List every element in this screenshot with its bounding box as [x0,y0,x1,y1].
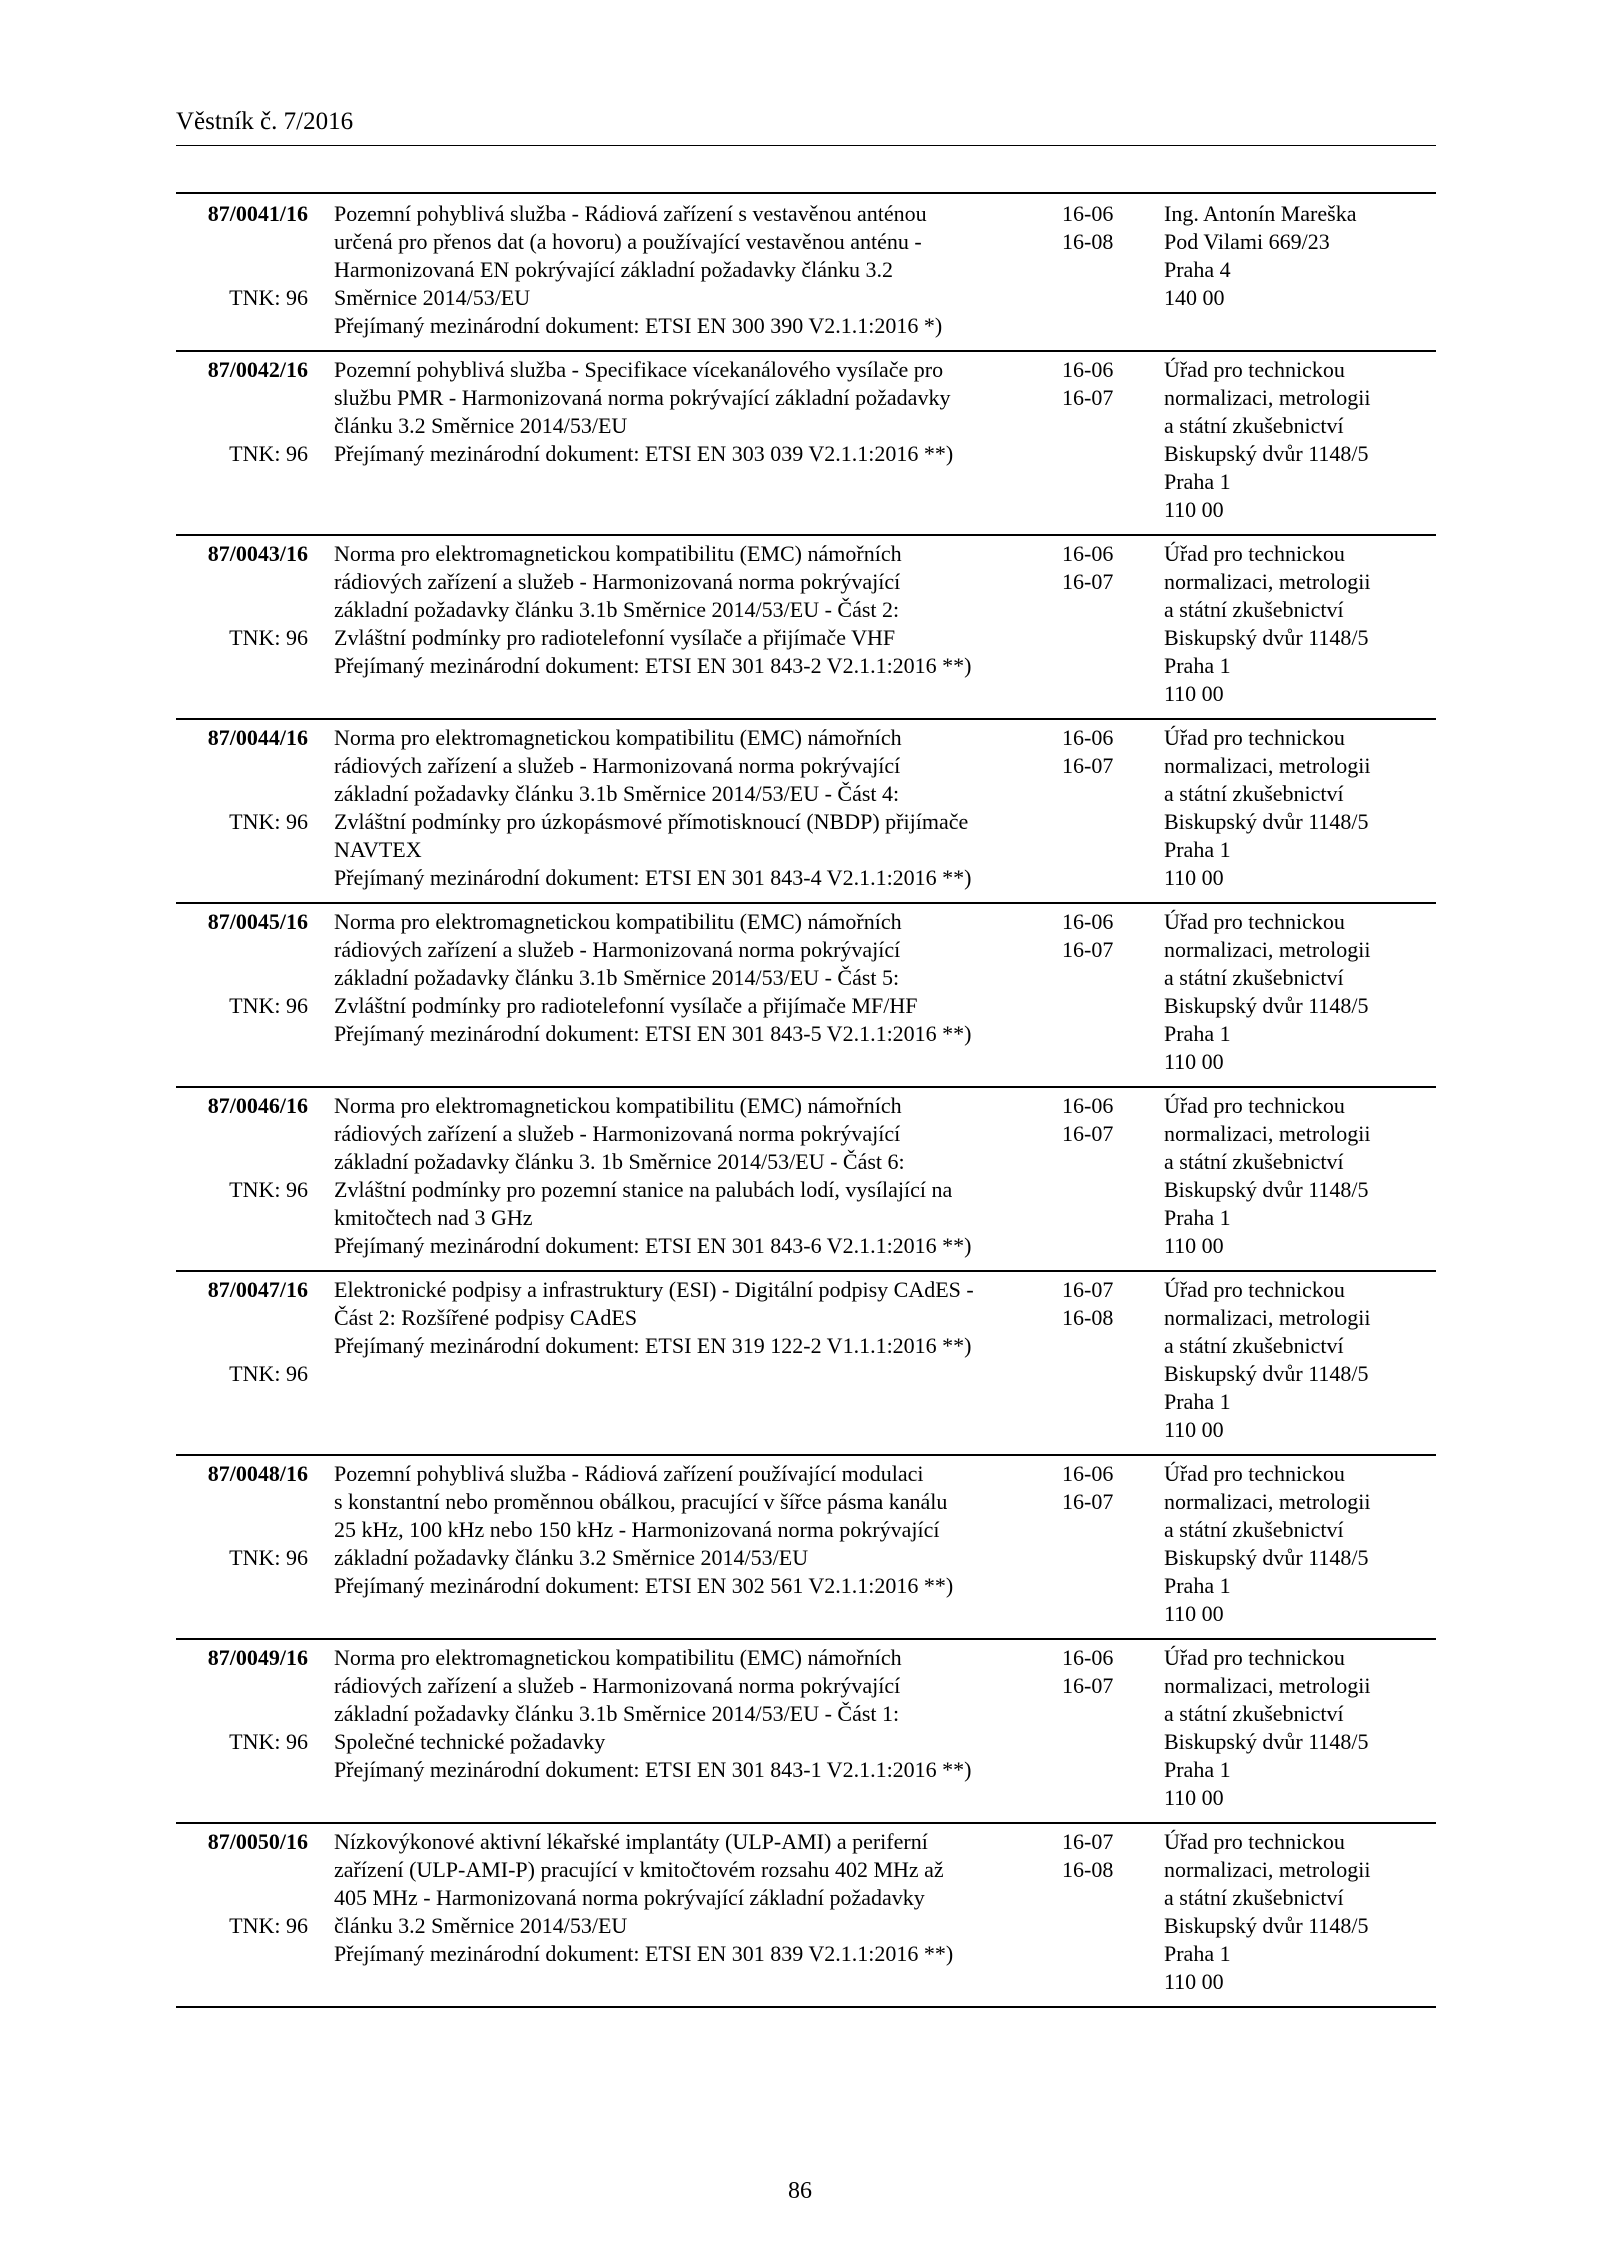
address-line: Biskupský dvůr 1148/5 [1164,993,1369,1018]
description-line: zařízení (ULP-AMI-P) pracující v kmitočtovém rozsahu 402 MHz až [334,1857,944,1882]
description-line: základní požadavky článku 3. 1b Směrnice 2014/53/EU - Část 6: [334,1149,905,1174]
description-line: Elektronické podpisy a infrastruktury (ESI) - Digitální podpisy CAdES - [334,1277,974,1302]
description-line: Přejímaný mezinárodní dokument: ETSI EN 301 843-5 V2.1.1:2016 **) [334,1021,972,1046]
address-line: Úřad pro technickou [1164,1461,1345,1486]
standard-entry [176,1640,1436,1824]
description-line: Přejímaný mezinárodní dokument: ETSI EN 301 843-4 V2.1.1:2016 **) [334,865,972,890]
entry-address [1164,724,1436,892]
standard-entry [176,1088,1436,1272]
description-line: Část 2: Rozšířené podpisy CAdES [334,1305,638,1330]
description-line: Norma pro elektromagnetickou kompatibilitu (EMC) námořních [334,909,902,934]
description-line: Přejímaný mezinárodní dokument: ETSI EN 301 843-1 V2.1.1:2016 **) [334,1757,972,1782]
address-line: 110 00 [1164,1601,1224,1626]
description-line: Zvláštní podmínky pro pozemní stanice na palubách lodí, vysílající na [334,1177,953,1202]
entry-address [1164,356,1436,524]
description-line: Přejímaný mezinárodní dokument: ETSI EN 301 839 V2.1.1:2016 **) [334,1941,954,1966]
standards-list [176,196,1436,2008]
description-line: rádiových zařízení a služeb - Harmonizovaná norma pokrývající [334,569,901,594]
description-line: Norma pro elektromagnetickou kompatibilitu (EMC) námořních [334,1645,902,1670]
address-line: a státní zkušebnictví [1164,965,1344,990]
description-line: Přejímaný mezinárodní dokument: ETSI EN 301 843-6 V2.1.1:2016 **) [334,1233,972,1258]
description-line: Přejímaný mezinárodní dokument: ETSI EN 301 843-2 V2.1.1:2016 **) [334,653,972,678]
description-line: článku 3.2 Směrnice 2014/53/EU [334,413,628,438]
description-line: s konstantní nebo proměnnou obálkou, pracující v šířce pásma kanálu [334,1489,948,1514]
address-line: Praha 1 [1164,469,1231,494]
date-line: 16-06 [1062,201,1114,226]
entry-tnk-text: TNK: 96 [229,1361,308,1386]
address-line: normalizaci, metrologii [1164,1857,1371,1882]
date-line: 16-06 [1062,909,1114,934]
description-line: Zvláštní podmínky pro radiotelefonní vysílače a přijímače VHF [334,625,896,650]
date-line: 16-07 [1062,1277,1114,1302]
description-line: Přejímaný mezinárodní dokument: ETSI EN 302 561 V2.1.1:2016 **) [334,1573,954,1598]
address-line: 110 00 [1164,681,1224,706]
description-line: základní požadavky článku 3.1b Směrnice 2014/53/EU - Část 2: [334,597,900,622]
description-line: Nízkovýkonové aktivní lékařské implantáty (ULP-AMI) a periferní [334,1829,928,1854]
address-line: a státní zkušebnictví [1164,1517,1344,1542]
address-line: 110 00 [1164,1417,1224,1442]
address-line: Praha 1 [1164,1941,1231,1966]
description-line: Norma pro elektromagnetickou kompatibilitu (EMC) námořních [334,1093,902,1118]
address-line: Biskupský dvůr 1148/5 [1164,1913,1369,1938]
standard-entry [176,720,1436,904]
description-line: rádiových zařízení a služeb - Harmonizovaná norma pokrývající [334,1673,901,1698]
address-line: 110 00 [1164,1969,1224,1994]
entry-address [1164,1644,1436,1812]
date-line: 16-07 [1062,937,1114,962]
date-line: 16-07 [1062,569,1114,594]
entry-id [176,356,308,384]
address-line: a státní zkušebnictví [1164,1333,1344,1358]
header-divider [176,145,1436,146]
address-line: normalizaci, metrologii [1164,569,1371,594]
address-line: Biskupský dvůr 1148/5 [1164,1361,1369,1386]
address-line: normalizaci, metrologii [1164,1673,1371,1698]
description-line: určená pro přenos dat (a hovoru) a používající vestavěnou anténu - [334,229,922,254]
entry-tnk-text: TNK: 96 [229,809,308,834]
entry-id-text: 87/0049/16 [207,1645,308,1670]
standard-entry [176,1272,1436,1456]
address-line: 110 00 [1164,1049,1224,1074]
description-line: základní požadavky článku 3.1b Směrnice 2014/53/EU - Část 1: [334,1701,900,1726]
entry-tnk-text: TNK: 96 [229,441,308,466]
address-line: 140 00 [1164,285,1225,310]
date-line: 16-07 [1062,753,1114,778]
entry-id-text: 87/0046/16 [207,1093,308,1118]
address-line: 110 00 [1164,497,1224,522]
address-line: 110 00 [1164,865,1224,890]
description-line: rádiových zařízení a služeb - Harmonizovaná norma pokrývající [334,1121,901,1146]
page-number: 86 [788,2178,812,2204]
entry-id-text: 87/0042/16 [207,357,308,382]
page-title: Věstník č. 7/2016 [176,108,354,135]
entry-tnk [176,808,308,836]
standard-entry [176,196,1436,352]
description-line: Norma pro elektromagnetickou kompatibilitu (EMC) námořních [334,541,902,566]
address-line: a státní zkušebnictví [1164,413,1344,438]
date-line: 16-06 [1062,1645,1114,1670]
address-line: Úřad pro technickou [1164,1277,1345,1302]
entry-id-text: 87/0043/16 [207,541,308,566]
address-line: Úřad pro technickou [1164,541,1345,566]
entry-tnk-text: TNK: 96 [229,1913,308,1938]
date-line: 16-08 [1062,1857,1114,1882]
address-line: normalizaci, metrologii [1164,1305,1371,1330]
entry-tnk [176,624,308,652]
entry-id [176,1460,308,1488]
description-line: Zvláštní podmínky pro úzkopásmové přímotisknoucí (NBDP) přijímače [334,809,969,834]
address-line: 110 00 [1164,1785,1224,1810]
description-line: Směrnice 2014/53/EU [334,285,531,310]
entry-tnk-text: TNK: 96 [229,1177,308,1202]
description-line: Zvláštní podmínky pro radiotelefonní vysílače a přijímače MF/HF [334,993,918,1018]
standard-entry [176,352,1436,536]
entry-tnk [176,1728,308,1756]
date-line: 16-06 [1062,541,1114,566]
description-line: Přejímaný mezinárodní dokument: ETSI EN 303 039 V2.1.1:2016 **) [334,441,954,466]
date-line: 16-06 [1062,1461,1114,1486]
entry-tnk [176,440,308,468]
description-line: Pozemní pohyblivá služba - Rádiová zařízení používající modulaci [334,1461,924,1486]
description-line: Pozemní pohyblivá služba - Specifikace vícekanálového vysílače pro [334,357,944,382]
address-line: Praha 1 [1164,837,1231,862]
entry-id [176,200,308,228]
entry-address [1164,1276,1436,1444]
address-line: a státní zkušebnictví [1164,1701,1344,1726]
address-line: Úřad pro technickou [1164,357,1345,382]
entry-tnk [176,992,308,1020]
description-line: rádiových zařízení a služeb - Harmonizovaná norma pokrývající [334,753,901,778]
address-line: Biskupský dvůr 1148/5 [1164,1177,1369,1202]
entry-address [1164,200,1436,312]
entry-id-text: 87/0050/16 [207,1829,308,1854]
address-line: normalizaci, metrologii [1164,753,1371,778]
date-line: 16-07 [1062,1829,1114,1854]
address-line: Praha 1 [1164,1021,1231,1046]
date-line: 16-06 [1062,1093,1114,1118]
address-line: Úřad pro technickou [1164,1645,1345,1670]
address-line: a státní zkušebnictví [1164,597,1344,622]
address-line: normalizaci, metrologii [1164,385,1371,410]
date-line: 16-07 [1062,1489,1114,1514]
entry-tnk [176,284,308,312]
entry-id [176,908,308,936]
address-line: Úřad pro technickou [1164,909,1345,934]
description-line: Harmonizovaná EN pokrývající základní požadavky článku 3.2 [334,257,893,282]
entry-id [176,1644,308,1672]
address-line: Praha 1 [1164,1757,1231,1782]
entry-id-text: 87/0048/16 [207,1461,308,1486]
entry-id-text: 87/0047/16 [207,1277,308,1302]
description-line: Přejímaný mezinárodní dokument: ETSI EN 300 390 V2.1.1:2016 *) [334,313,943,338]
entry-address [1164,540,1436,708]
entry-tnk [176,1360,308,1388]
address-line: Praha 1 [1164,1573,1231,1598]
date-line: 16-06 [1062,725,1114,750]
address-line: a státní zkušebnictví [1164,781,1344,806]
date-line: 16-07 [1062,1673,1114,1698]
entry-id [176,1828,308,1856]
description-line: základní požadavky článku 3.1b Směrnice 2014/53/EU - Část 4: [334,781,900,806]
address-line: Praha 1 [1164,1389,1231,1414]
description-line: Společné technické požadavky [334,1729,606,1754]
entry-tnk-text: TNK: 96 [229,1545,308,1570]
description-line: článku 3.2 Směrnice 2014/53/EU [334,1913,628,1938]
address-line: Biskupský dvůr 1148/5 [1164,809,1369,834]
entry-address [1164,1828,1436,1996]
address-line: 110 00 [1164,1233,1224,1258]
description-line: 25 kHz, 100 kHz nebo 150 kHz - Harmonizovaná norma pokrývající [334,1517,940,1542]
address-line: Biskupský dvůr 1148/5 [1164,625,1369,650]
address-line: Biskupský dvůr 1148/5 [1164,441,1369,466]
address-line: Biskupský dvůr 1148/5 [1164,1545,1369,1570]
address-line: normalizaci, metrologii [1164,1489,1371,1514]
description-line: Přejímaný mezinárodní dokument: ETSI EN 319 122-2 V1.1.1:2016 **) [334,1333,972,1358]
description-line: službu PMR - Harmonizovaná norma pokrývající základní požadavky [334,385,951,410]
entry-tnk-text: TNK: 96 [229,1729,308,1754]
address-line: Biskupský dvůr 1148/5 [1164,1729,1369,1754]
address-line: Praha 1 [1164,653,1231,678]
description-line: kmitočtech nad 3 GHz [334,1205,533,1230]
description-line: Pozemní pohyblivá služba - Rádiová zařízení s vestavěnou anténou [334,201,927,226]
entry-id-text: 87/0045/16 [207,909,308,934]
description-line: NAVTEX [334,837,422,862]
date-line: 16-08 [1062,1305,1114,1330]
address-line: normalizaci, metrologii [1164,937,1371,962]
standard-entry [176,1456,1436,1640]
address-line: Úřad pro technickou [1164,1093,1345,1118]
entry-tnk-text: TNK: 96 [229,285,308,310]
description-line: 405 MHz - Harmonizovaná norma pokrývající základní požadavky [334,1885,925,1910]
address-line: Praha 1 [1164,1205,1231,1230]
table-top-divider [176,192,1436,194]
date-line: 16-07 [1062,385,1114,410]
address-line: Ing. Antonín Mareška [1164,201,1357,226]
address-line: a státní zkušebnictví [1164,1885,1344,1910]
date-line: 16-06 [1062,357,1114,382]
entry-address [1164,1092,1436,1260]
address-line: Praha 4 [1164,257,1231,282]
address-line: Úřad pro technickou [1164,1829,1345,1854]
address-line: a státní zkušebnictví [1164,1149,1344,1174]
entry-address [1164,908,1436,1076]
description-line: základní požadavky článku 3.1b Směrnice 2014/53/EU - Část 5: [334,965,900,990]
date-line: 16-08 [1062,229,1114,254]
standard-entry [176,536,1436,720]
address-line: Úřad pro technickou [1164,725,1345,750]
description-line: rádiových zařízení a služeb - Harmonizovaná norma pokrývající [334,937,901,962]
entry-tnk-text: TNK: 96 [229,993,308,1018]
address-line: normalizaci, metrologii [1164,1121,1371,1146]
standard-entry [176,1824,1436,2008]
standard-entry [176,904,1436,1088]
description-line: Norma pro elektromagnetickou kompatibilitu (EMC) námořních [334,725,902,750]
entry-id-text: 87/0044/16 [207,725,308,750]
entry-tnk-text: TNK: 96 [229,625,308,650]
date-line: 16-07 [1062,1121,1114,1146]
entry-id [176,540,308,568]
entry-tnk [176,1176,308,1204]
entry-id [176,1092,308,1120]
entry-address [1164,1460,1436,1628]
entry-id-text: 87/0041/16 [207,201,308,226]
address-line: Pod Vilami 669/23 [1164,229,1330,254]
entry-tnk [176,1912,308,1940]
entry-id [176,1276,308,1304]
description-line: základní požadavky článku 3.2 Směrnice 2014/53/EU [334,1545,809,1570]
entry-id [176,724,308,752]
entry-tnk [176,1544,308,1572]
